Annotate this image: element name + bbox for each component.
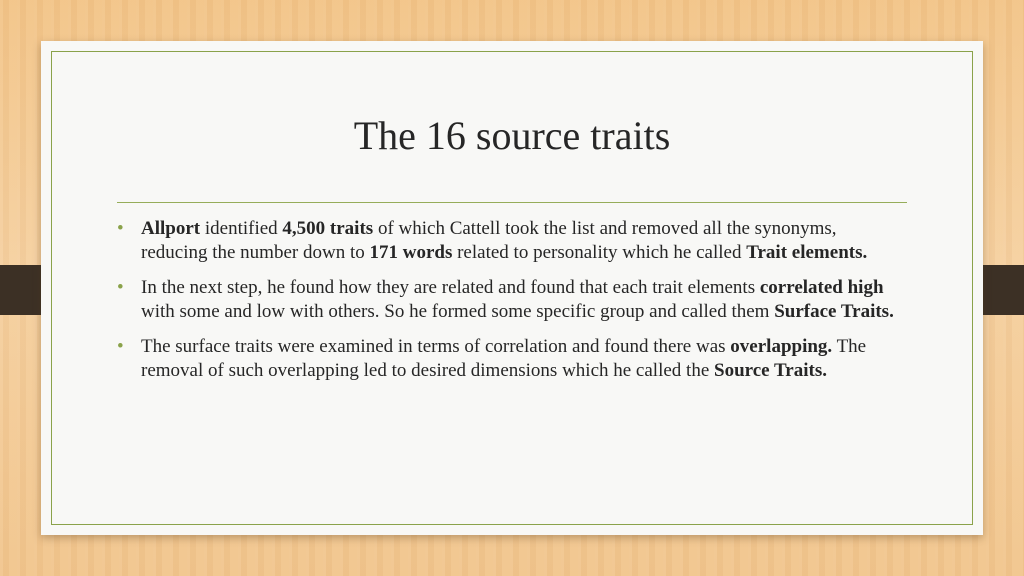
bullet-item-allport xyxy=(117,217,907,265)
bullet-list xyxy=(117,217,907,394)
text-run-bold: 4,500 traits xyxy=(282,218,374,239)
bullet-item-surface-traits xyxy=(117,276,907,324)
bullet-text xyxy=(141,336,866,381)
bullet-dot-icon: • xyxy=(117,277,124,298)
text-run-bold: 171 words xyxy=(369,242,453,263)
slide-card xyxy=(41,41,983,535)
text-run: In the next step, he found how they are related and found that each trait elements xyxy=(141,277,760,298)
text-run: identified xyxy=(200,218,283,239)
text-run: The removal of such overlapping led to desired dimensions which he called the xyxy=(141,336,867,381)
text-run-bold: Source Traits. xyxy=(714,360,827,381)
bullet-text xyxy=(141,277,894,322)
text-run: of which Cattell took the list and removed all the synonyms, reducing the number down to xyxy=(141,218,837,263)
bullet-dot-icon: • xyxy=(117,336,124,357)
text-run-bold: Trait elements. xyxy=(746,242,868,263)
text-run: The surface traits were examined in terms of correlation and found there was xyxy=(141,336,731,357)
bullet-dot-icon: • xyxy=(117,218,124,239)
text-run-bold: Allport xyxy=(141,218,201,239)
text-run-bold: correlated high xyxy=(759,277,884,298)
slide-title: The 16 source traits xyxy=(353,113,671,158)
text-run-bold: overlapping. xyxy=(730,336,833,357)
title-divider xyxy=(117,202,907,203)
bullet-text xyxy=(141,218,867,263)
text-run: with some and low with others. So he formed some specific group and called them xyxy=(141,301,775,322)
text-run: related to personality which he called xyxy=(452,242,747,263)
bullet-item-source-traits xyxy=(117,335,907,383)
text-run-bold: Surface Traits. xyxy=(774,301,894,322)
